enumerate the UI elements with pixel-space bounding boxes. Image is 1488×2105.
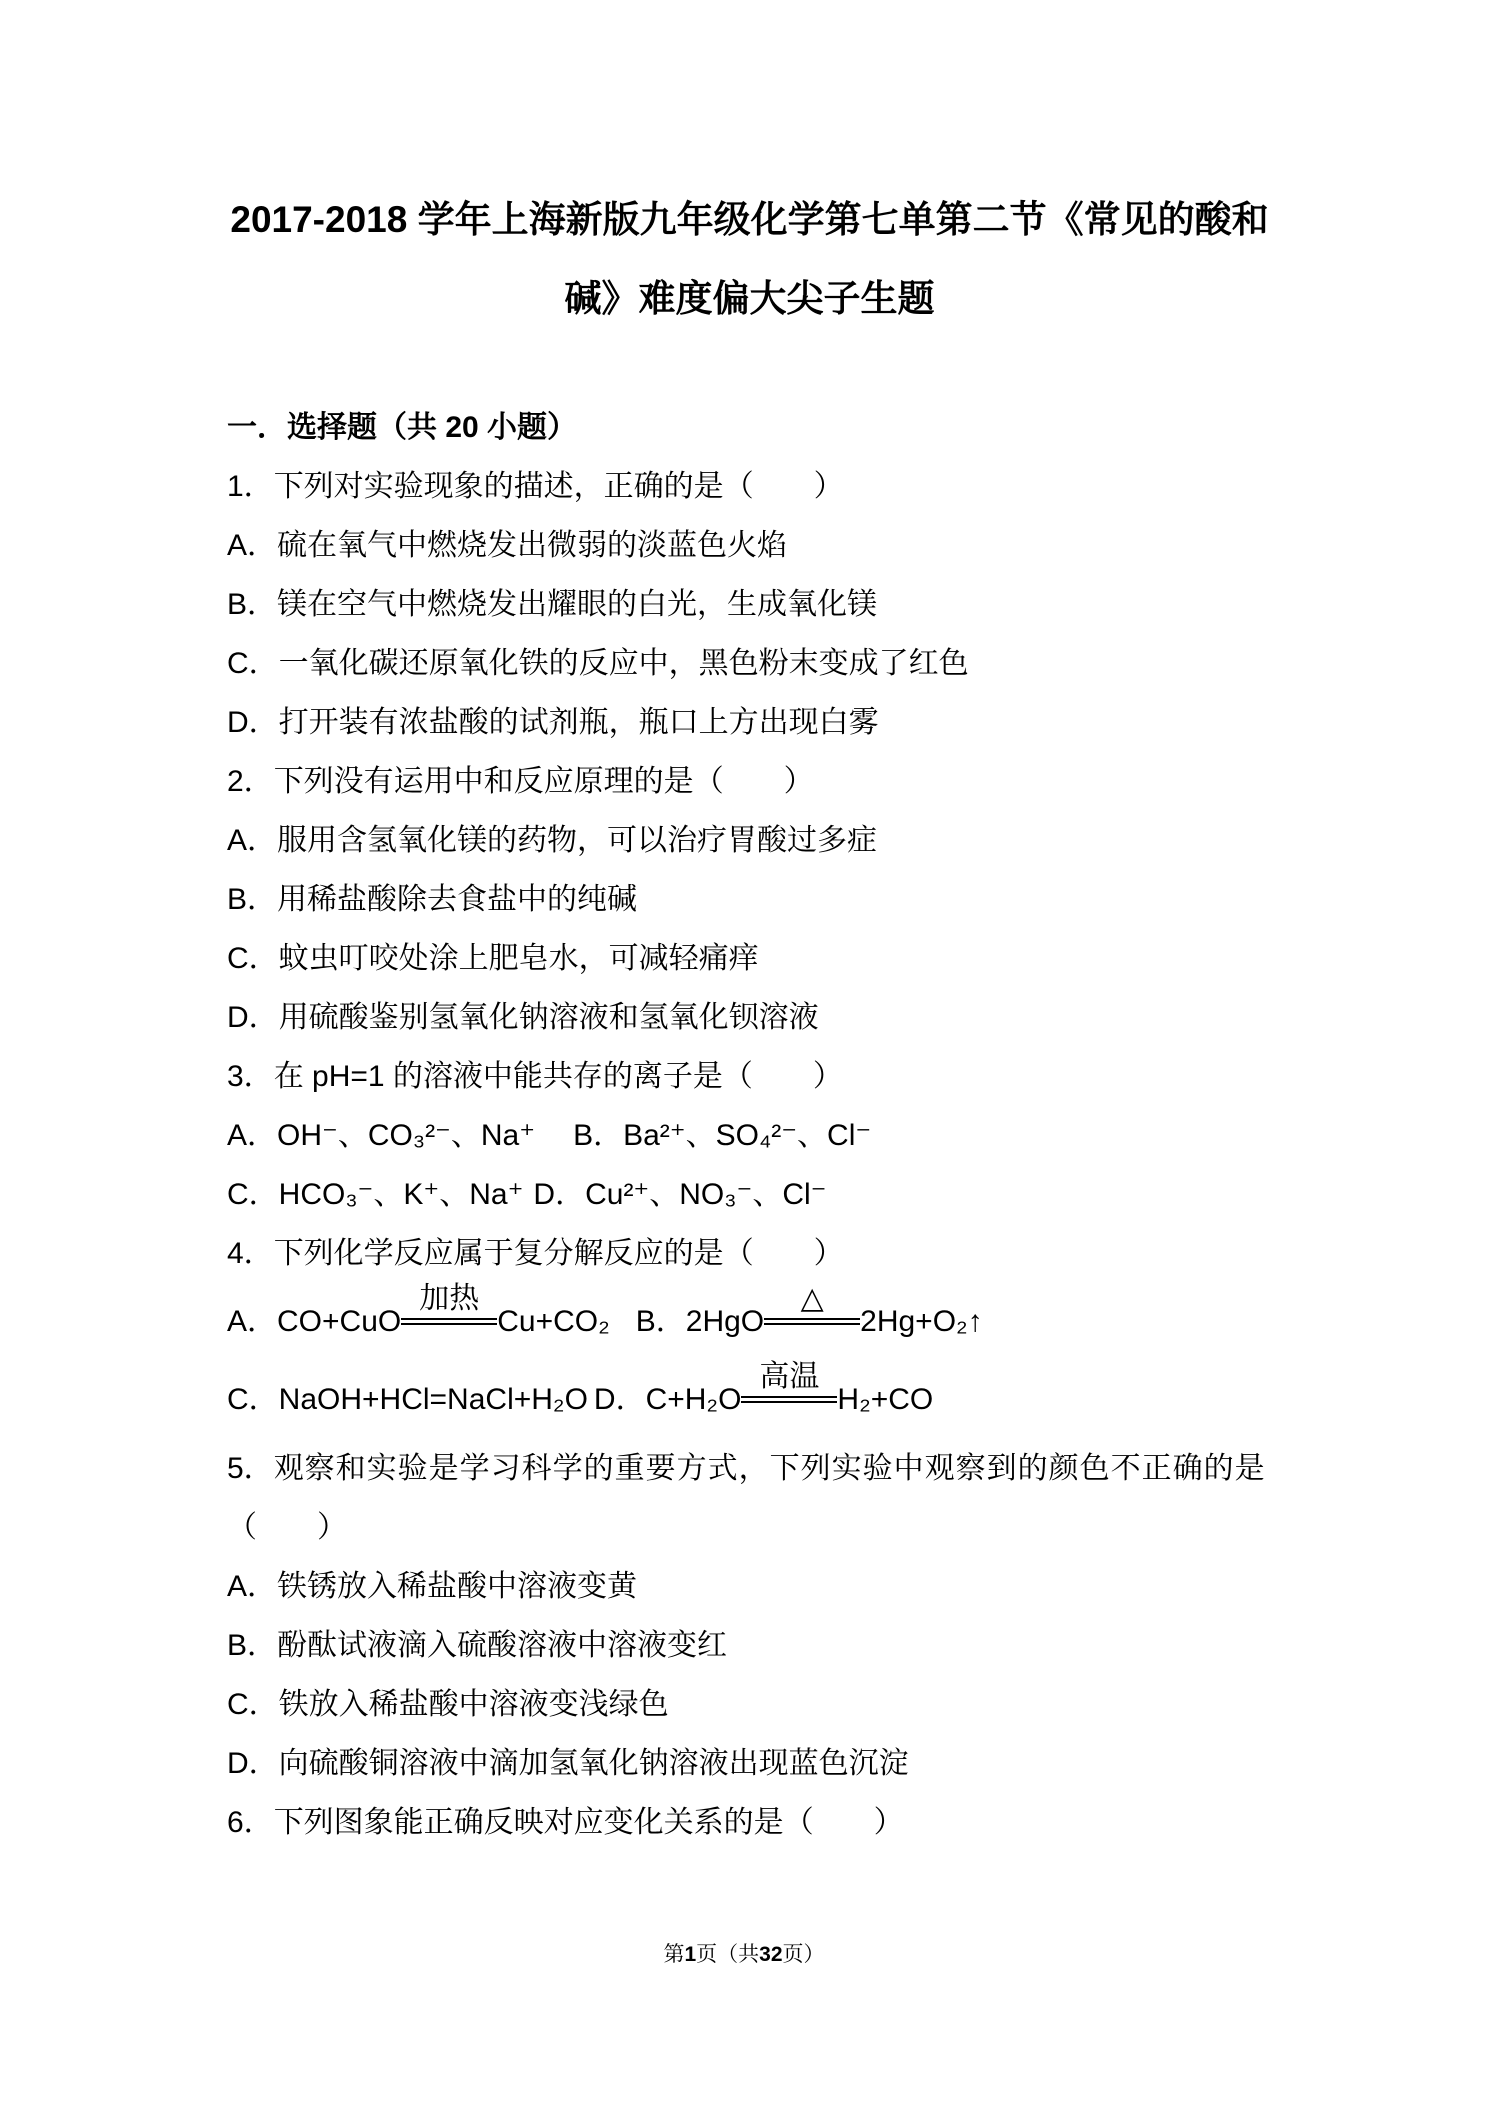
option-row [227, 1165, 1287, 1224]
double-line [764, 1318, 860, 1325]
option-label: D． [227, 706, 279, 739]
question-stem: 下列没有运用中和反应原理的是 [273, 765, 694, 798]
option-label: B． [635, 1305, 686, 1338]
option-a [227, 1119, 535, 1152]
option-b [227, 870, 1287, 929]
answer-blank: （ ） [723, 1237, 844, 1270]
question-5 [227, 1439, 1287, 1498]
option-label: C． [227, 1178, 279, 1211]
products: Cu+CO₂ [497, 1305, 610, 1338]
option-label: C． [227, 1383, 279, 1416]
question-stem: 下列对实验现象的描述，正确的是 [273, 470, 724, 503]
answer-blank: （ ） [723, 470, 844, 503]
option-row [227, 1361, 1287, 1439]
answer-blank: （ ） [693, 765, 814, 798]
option-c [227, 1675, 1287, 1734]
footer-suffix: 页） [782, 1942, 825, 1966]
question-stem: 下列图象能正确反映对应变化关系的是 [273, 1806, 784, 1839]
option-text: 一氧化碳还原氧化铁的反应中，黑色粉末变成了红色 [278, 647, 969, 680]
option-text: 镁在空气中燃烧发出耀眼的白光，生成氧化镁 [277, 588, 878, 621]
option-label: B． [227, 1629, 278, 1662]
option-a [227, 1557, 1287, 1616]
answer-blank: （ ） [722, 1060, 843, 1093]
products: H₂+CO [837, 1383, 934, 1416]
reactants: C+H₂O [645, 1383, 742, 1416]
question-6 [227, 1793, 1287, 1852]
question-number: 5． [227, 1452, 274, 1485]
option-label: B． [227, 588, 278, 621]
products: 2Hg+O₂↑ [860, 1305, 983, 1338]
option-row [227, 1106, 1287, 1165]
option-d [593, 1360, 934, 1416]
option-a [227, 1282, 610, 1338]
option-text: 用硫酸鉴别氢氧化钠溶液和氢氧化钡溶液 [278, 1001, 819, 1034]
option-b [573, 1119, 871, 1152]
option-d [533, 1178, 826, 1211]
option-text: 铁锈放入稀盐酸中溶液变黄 [277, 1570, 638, 1603]
option-text: 服用含氢氧化镁的药物，可以治疗胃酸过多症 [277, 824, 878, 857]
option-label: D． [227, 1747, 279, 1780]
option-a [227, 516, 1287, 575]
option-text: 向硫酸铜溶液中滴加氢氧化钠溶液出现蓝色沉淀 [278, 1747, 909, 1780]
reaction-condition: 加热 [419, 1282, 480, 1316]
option-text: Ba²⁺、SO₄²⁻、Cl⁻ [623, 1119, 872, 1152]
reaction-condition: 高温 [759, 1360, 820, 1394]
option-c [227, 634, 1287, 693]
section-heading: 一．选择题（共 20 小题） [227, 411, 578, 444]
option-label: C． [227, 942, 279, 975]
question-number: 6． [227, 1806, 274, 1839]
reaction-condition: △ [800, 1282, 824, 1316]
question-number: 2． [227, 765, 274, 798]
option-text: 硫在氧气中燃烧发出微弱的淡蓝色火焰 [277, 529, 788, 562]
reactants: 2HgO [685, 1305, 765, 1338]
question-section [227, 398, 1287, 1852]
reactants: CO+CuO [277, 1305, 402, 1338]
option-text: 酚酞试液滴入硫酸溶液中溶液变红 [277, 1629, 728, 1662]
option-d [227, 988, 1287, 1047]
option-label: A． [227, 1570, 278, 1603]
question-number: 1． [227, 470, 274, 503]
option-label: D． [593, 1383, 646, 1416]
option-text: OH⁻、CO₃²⁻、Na⁺ [277, 1119, 536, 1152]
option-b [635, 1282, 983, 1338]
question-1 [227, 457, 1287, 516]
answer-blank: （ ） [227, 1511, 347, 1544]
option-text: 用稀盐酸除去食盐中的纯碱 [277, 883, 638, 916]
reaction-equals-sign [764, 1282, 860, 1333]
answer-blank: （ ） [783, 1806, 904, 1839]
footer-middle: 页（共 [696, 1942, 760, 1966]
question-stem: 在 pH=1 的溶液中能共存的离子是 [273, 1060, 723, 1093]
question-3 [227, 1047, 1287, 1106]
option-c [227, 1178, 523, 1211]
footer-prefix: 第 [663, 1942, 685, 1966]
total-pages: 32 [759, 1943, 783, 1966]
option-label: B． [227, 883, 278, 916]
option-text: Cu²⁺、NO₃⁻、Cl⁻ [585, 1178, 827, 1211]
option-label: A． [227, 529, 278, 562]
option-label: D． [227, 1001, 279, 1034]
option-d [227, 1734, 1287, 1793]
question-4 [227, 1224, 1287, 1283]
double-line [741, 1396, 837, 1403]
option-text: HCO₃⁻、K⁺、Na⁺ [278, 1178, 524, 1211]
option-c [227, 929, 1287, 988]
question-2 [227, 752, 1287, 811]
option-row [227, 1283, 1287, 1361]
option-label: C． [227, 647, 279, 680]
option-text: NaOH+HCl=NaCl+H₂O [278, 1383, 588, 1416]
option-label: A． [227, 1305, 278, 1338]
option-label: C． [227, 1688, 279, 1721]
option-a [227, 811, 1287, 870]
question-stem: 观察和实验是学习科学的重要方式，下列实验中观察到的颜色不正确的是 [273, 1452, 1266, 1485]
option-label: B． [573, 1119, 624, 1152]
reaction-equals-sign [401, 1282, 497, 1333]
question-number: 4． [227, 1237, 274, 1270]
page-footer [0, 1939, 1488, 1970]
option-text: 蚊虫叮咬处涂上肥皂水，可减轻痛痒 [278, 942, 759, 975]
option-b [227, 1616, 1287, 1675]
question-number: 3． [227, 1060, 274, 1093]
option-text: 铁放入稀盐酸中溶液变浅绿色 [278, 1688, 669, 1721]
option-c [227, 1383, 588, 1416]
option-b [227, 575, 1287, 634]
option-label: A． [227, 1119, 278, 1152]
page-number: 1 [684, 1943, 697, 1966]
question-stem: 下列化学反应属于复分解反应的是 [273, 1237, 724, 1270]
double-line [401, 1318, 497, 1325]
document-title: 2017-2018 学年上海新版九年级化学第七单第二节《常见的酸和碱》难度偏大尖子生题 [230, 199, 1269, 319]
option-text: 打开装有浓盐酸的试剂瓶，瓶口上方出现白雾 [278, 706, 879, 739]
option-d [227, 693, 1287, 752]
option-label: A． [227, 824, 278, 857]
option-label: D． [533, 1178, 586, 1211]
reaction-equals-sign [741, 1360, 837, 1411]
